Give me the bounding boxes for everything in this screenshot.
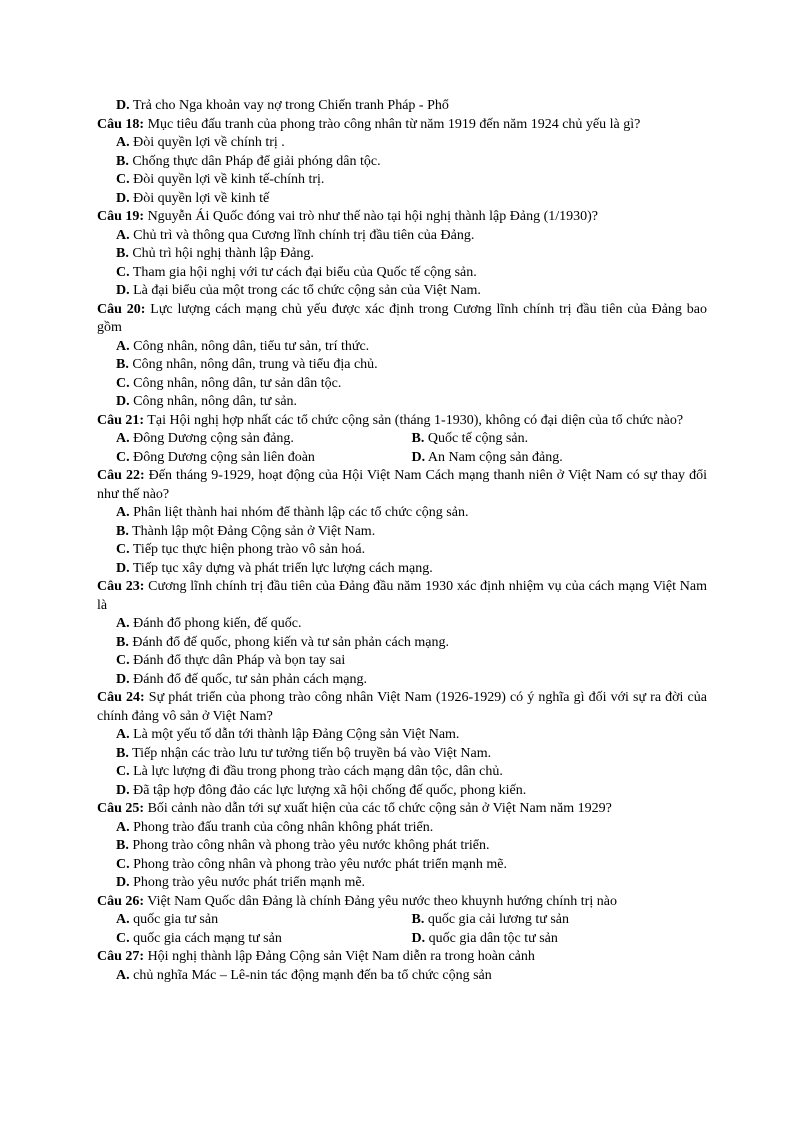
answer-option — [97, 726, 707, 745]
answer-option — [97, 282, 707, 301]
answer-option — [97, 819, 707, 838]
question-label: Câu 24: — [97, 690, 145, 705]
answer-option — [412, 449, 708, 468]
question-body: Hội nghị thành lập Đảng Cộng sản Việt Nam diễn ra trong hoàn cảnh — [144, 949, 535, 964]
answer-option — [97, 190, 707, 209]
option-letter: A. — [116, 819, 130, 835]
option-text: Đòi quyền lợi về kinh tế-chính trị. — [129, 172, 325, 187]
question-label: Câu 27: — [97, 949, 145, 964]
question-label: Câu 22: — [97, 468, 145, 483]
question-body: Đến tháng 9-1929, hoạt động của Hội Việt Nam Cách mạng thanh niên ở Việt Nam có sự thay đổi như thế nào? — [97, 468, 708, 502]
question-body: Việt Nam Quốc dân Đảng là chính Đảng yêu nước theo khuynh hướng chính trị nào — [144, 893, 617, 909]
question-label: Câu 26: — [97, 893, 145, 909]
answer-option — [97, 541, 707, 560]
answer-option-row — [97, 449, 707, 468]
answer-option — [97, 523, 707, 542]
answer-option-row — [97, 930, 707, 949]
answer-option — [97, 356, 707, 375]
option-text: Đòi quyền lợi về kinh tế — [129, 190, 270, 206]
option-text: quốc gia cải lương tư sản — [424, 912, 569, 927]
answer-option — [97, 375, 707, 394]
option-letter: D. — [116, 190, 130, 206]
option-text: quốc gia tư sản — [129, 912, 219, 927]
option-letter: A. — [116, 227, 130, 243]
answer-option — [97, 856, 707, 875]
option-letter: B. — [116, 357, 129, 372]
option-text: Chủ trì hội nghị thành lập Đảng. — [128, 246, 314, 261]
option-letter: B. — [116, 634, 129, 650]
option-text: Tham gia hội nghị với tư cách đại biểu của Quốc tế cộng sản. — [129, 264, 477, 280]
answer-option — [97, 652, 707, 671]
question-text — [97, 208, 707, 227]
answer-option — [97, 634, 707, 653]
option-letter: D. — [116, 98, 130, 113]
option-letter: D. — [116, 671, 130, 687]
option-letter: D. — [116, 875, 130, 890]
question-label: Câu 19: — [97, 209, 145, 224]
answer-option — [97, 874, 707, 893]
option-text: Là đại biểu của một trong các tổ chức cộng sản của Việt Nam. — [129, 283, 481, 298]
option-text: Đã tập hợp đông đảo các lực lượng xã hội chống đế quốc, phong kiến. — [129, 782, 527, 798]
option-text: Trả cho Nga khoản vay nợ trong Chiến tranh Pháp - Phổ — [129, 98, 449, 113]
option-letter: D. — [411, 930, 426, 946]
exam-questions — [97, 97, 707, 985]
question-text — [97, 578, 707, 615]
question-label: Câu 20: — [97, 301, 146, 317]
option-letter: D. — [411, 449, 426, 465]
question-text — [97, 689, 707, 726]
option-letter: A. — [116, 967, 130, 983]
question-body: Tại Hội nghị hợp nhất các tổ chức cộng sản (tháng 1-1930), không có đại diện của tổ chức nào? — [144, 412, 684, 428]
answer-option — [97, 671, 707, 690]
question-label: Câu 25: — [97, 801, 145, 816]
answer-option — [97, 782, 707, 801]
option-text: Là một yếu tố dẫn tới thành lập Đảng Cộng sản Việt Nam. — [129, 727, 460, 742]
option-letter: C. — [116, 172, 130, 187]
question-body: Lực lượng cách mạng chủ yếu được xác định trong Cương lĩnh chính trị đầu tiên của Đảng bao gồm — [97, 301, 707, 335]
option-text: Đánh đổ phong kiến, đế quốc. — [129, 616, 302, 631]
answer-option — [97, 837, 707, 856]
option-text: Đòi quyền lợi về chính trị . — [129, 135, 285, 150]
option-text: Quốc tế cộng sản. — [424, 431, 529, 446]
option-text: Tiếp tục thực hiện phong trào vô sản hoá. — [129, 542, 366, 557]
option-text: Phong trào đấu tranh của công nhân không phát triển. — [129, 819, 434, 835]
answer-option — [97, 967, 707, 986]
question-body: Mục tiêu đấu tranh của phong trào công nhân từ năm 1919 đến năm 1924 chủ yếu là gì? — [144, 116, 641, 132]
answer-option — [97, 338, 707, 357]
option-letter: C. — [116, 856, 130, 872]
option-letter: B. — [116, 745, 129, 761]
answer-option — [97, 264, 707, 283]
option-letter: C. — [116, 264, 130, 280]
option-text: Đánh đổ đế quốc, phong kiến và tư sản phản cách mạng. — [128, 634, 450, 650]
option-text: Công nhân, nông dân, tư sản dân tộc. — [129, 375, 342, 391]
answer-option — [116, 430, 412, 449]
option-letter: B. — [116, 523, 129, 539]
option-text: Công nhân, nông dân, tư sản. — [129, 394, 298, 409]
answer-option — [412, 911, 708, 930]
option-text: Phân liệt thành hai nhóm để thành lập các tổ chức cộng sản. — [129, 505, 469, 520]
option-letter: A. — [116, 727, 130, 742]
option-text: Phong trào công nhân và phong trào yêu nước phát triển mạnh mẽ. — [129, 856, 507, 872]
option-text: Công nhân, nông dân, tiểu tư sản, trí thức. — [129, 338, 370, 354]
option-letter: C. — [116, 764, 130, 779]
option-text: Chủ trì và thông qua Cương lĩnh chính trị đầu tiên của Đảng. — [129, 227, 475, 243]
answer-option — [97, 134, 707, 153]
question-text — [97, 301, 707, 338]
question-text — [97, 412, 707, 431]
option-text: quốc gia cách mạng tư sản — [129, 930, 282, 946]
answer-option — [97, 745, 707, 764]
option-text: Thành lập một Đảng Cộng sản ở Việt Nam. — [128, 523, 376, 539]
option-letter: A. — [116, 338, 130, 354]
question-label: Câu 23: — [97, 579, 145, 594]
option-text: Công nhân, nông dân, trung và tiểu địa chủ. — [128, 357, 378, 372]
option-letter: C. — [116, 542, 130, 557]
option-text: Phong trào công nhân và phong trào yêu nước không phát triển. — [128, 838, 490, 853]
question-label: Câu 18: — [97, 116, 145, 132]
option-text: Đông Dương cộng sản liên đoàn — [129, 449, 315, 465]
option-letter: A. — [116, 616, 130, 631]
option-letter: D. — [116, 560, 130, 576]
answer-option — [97, 97, 707, 116]
question-text — [97, 800, 707, 819]
answer-option — [116, 930, 412, 949]
question-text — [97, 893, 707, 912]
option-text: An Nam cộng sản đảng. — [425, 449, 563, 465]
option-letter: B. — [411, 431, 425, 446]
question-body: Cương lĩnh chính trị đầu tiên của Đảng đầu năm 1930 xác định nhiệm vụ của cách mạng Việt Nam là — [97, 579, 707, 613]
option-letter: C. — [116, 653, 130, 668]
option-text: Tiếp nhận các trào lưu tư tưởng tiến bộ truyền bá vào Việt Nam. — [128, 745, 492, 761]
question-text — [97, 948, 707, 967]
option-text: Đánh đổ đế quốc, tư sản phản cách mạng. — [129, 671, 367, 687]
question-text — [97, 116, 707, 135]
option-text: Tiếp tục xây dựng và phát triển lực lượng cách mạng. — [129, 560, 433, 576]
option-letter: B. — [411, 912, 425, 927]
answer-option — [412, 430, 708, 449]
option-letter: C. — [116, 449, 130, 465]
option-letter: A. — [116, 912, 130, 927]
answer-option — [97, 763, 707, 782]
option-letter: A. — [116, 431, 130, 446]
option-letter: D. — [116, 283, 130, 298]
answer-option — [412, 930, 708, 949]
answer-option — [116, 449, 412, 468]
answer-option — [97, 393, 707, 412]
option-text: chủ nghĩa Mác – Lê-nin tác động mạnh đến ba tổ chức cộng sản — [129, 967, 492, 983]
answer-option — [97, 560, 707, 579]
answer-option — [97, 171, 707, 190]
option-text: quốc gia dân tộc tư sản — [425, 930, 558, 946]
option-letter: B. — [116, 246, 129, 261]
answer-option — [97, 153, 707, 172]
answer-option — [116, 911, 412, 930]
answer-option-row — [97, 911, 707, 930]
option-letter: A. — [116, 135, 130, 150]
answer-option — [97, 504, 707, 523]
option-text: Phong trào yêu nước phát triển mạnh mẽ. — [129, 875, 366, 890]
option-text: Là lực lượng đi đầu trong phong trào cách mạng dân tộc, dân chủ. — [129, 764, 503, 779]
option-letter: C. — [116, 375, 130, 391]
answer-option — [97, 615, 707, 634]
option-letter: B. — [116, 153, 129, 169]
option-letter: A. — [116, 505, 130, 520]
question-body: Sự phát triển của phong trào công nhân Việt Nam (1926-1929) có ý nghĩa gì đối với sự ra đời của chính đảng vô sản ở Việt Nam? — [97, 690, 707, 724]
question-body: Bối cảnh nào dẫn tới sự xuất hiện của các tổ chức cộng sản ở Việt Nam năm 1929? — [144, 801, 612, 816]
answer-option — [97, 227, 707, 246]
answer-option-row — [97, 430, 707, 449]
answer-option — [97, 245, 707, 264]
option-letter: C. — [116, 930, 130, 946]
option-text: Chống thực dân Pháp để giải phóng dân tộc. — [128, 153, 381, 169]
question-text — [97, 467, 707, 504]
option-text: Đông Dương cộng sản đảng. — [129, 431, 294, 446]
question-label: Câu 21: — [97, 412, 145, 428]
question-body: Nguyễn Ái Quốc đóng vai trò như thế nào tại hội nghị thành lập Đảng (1/1930)? — [144, 209, 599, 224]
option-letter: D. — [116, 782, 130, 798]
option-letter: D. — [116, 394, 130, 409]
option-text: Đánh đổ thực dân Pháp và bọn tay sai — [129, 653, 346, 668]
option-letter: B. — [116, 838, 129, 853]
